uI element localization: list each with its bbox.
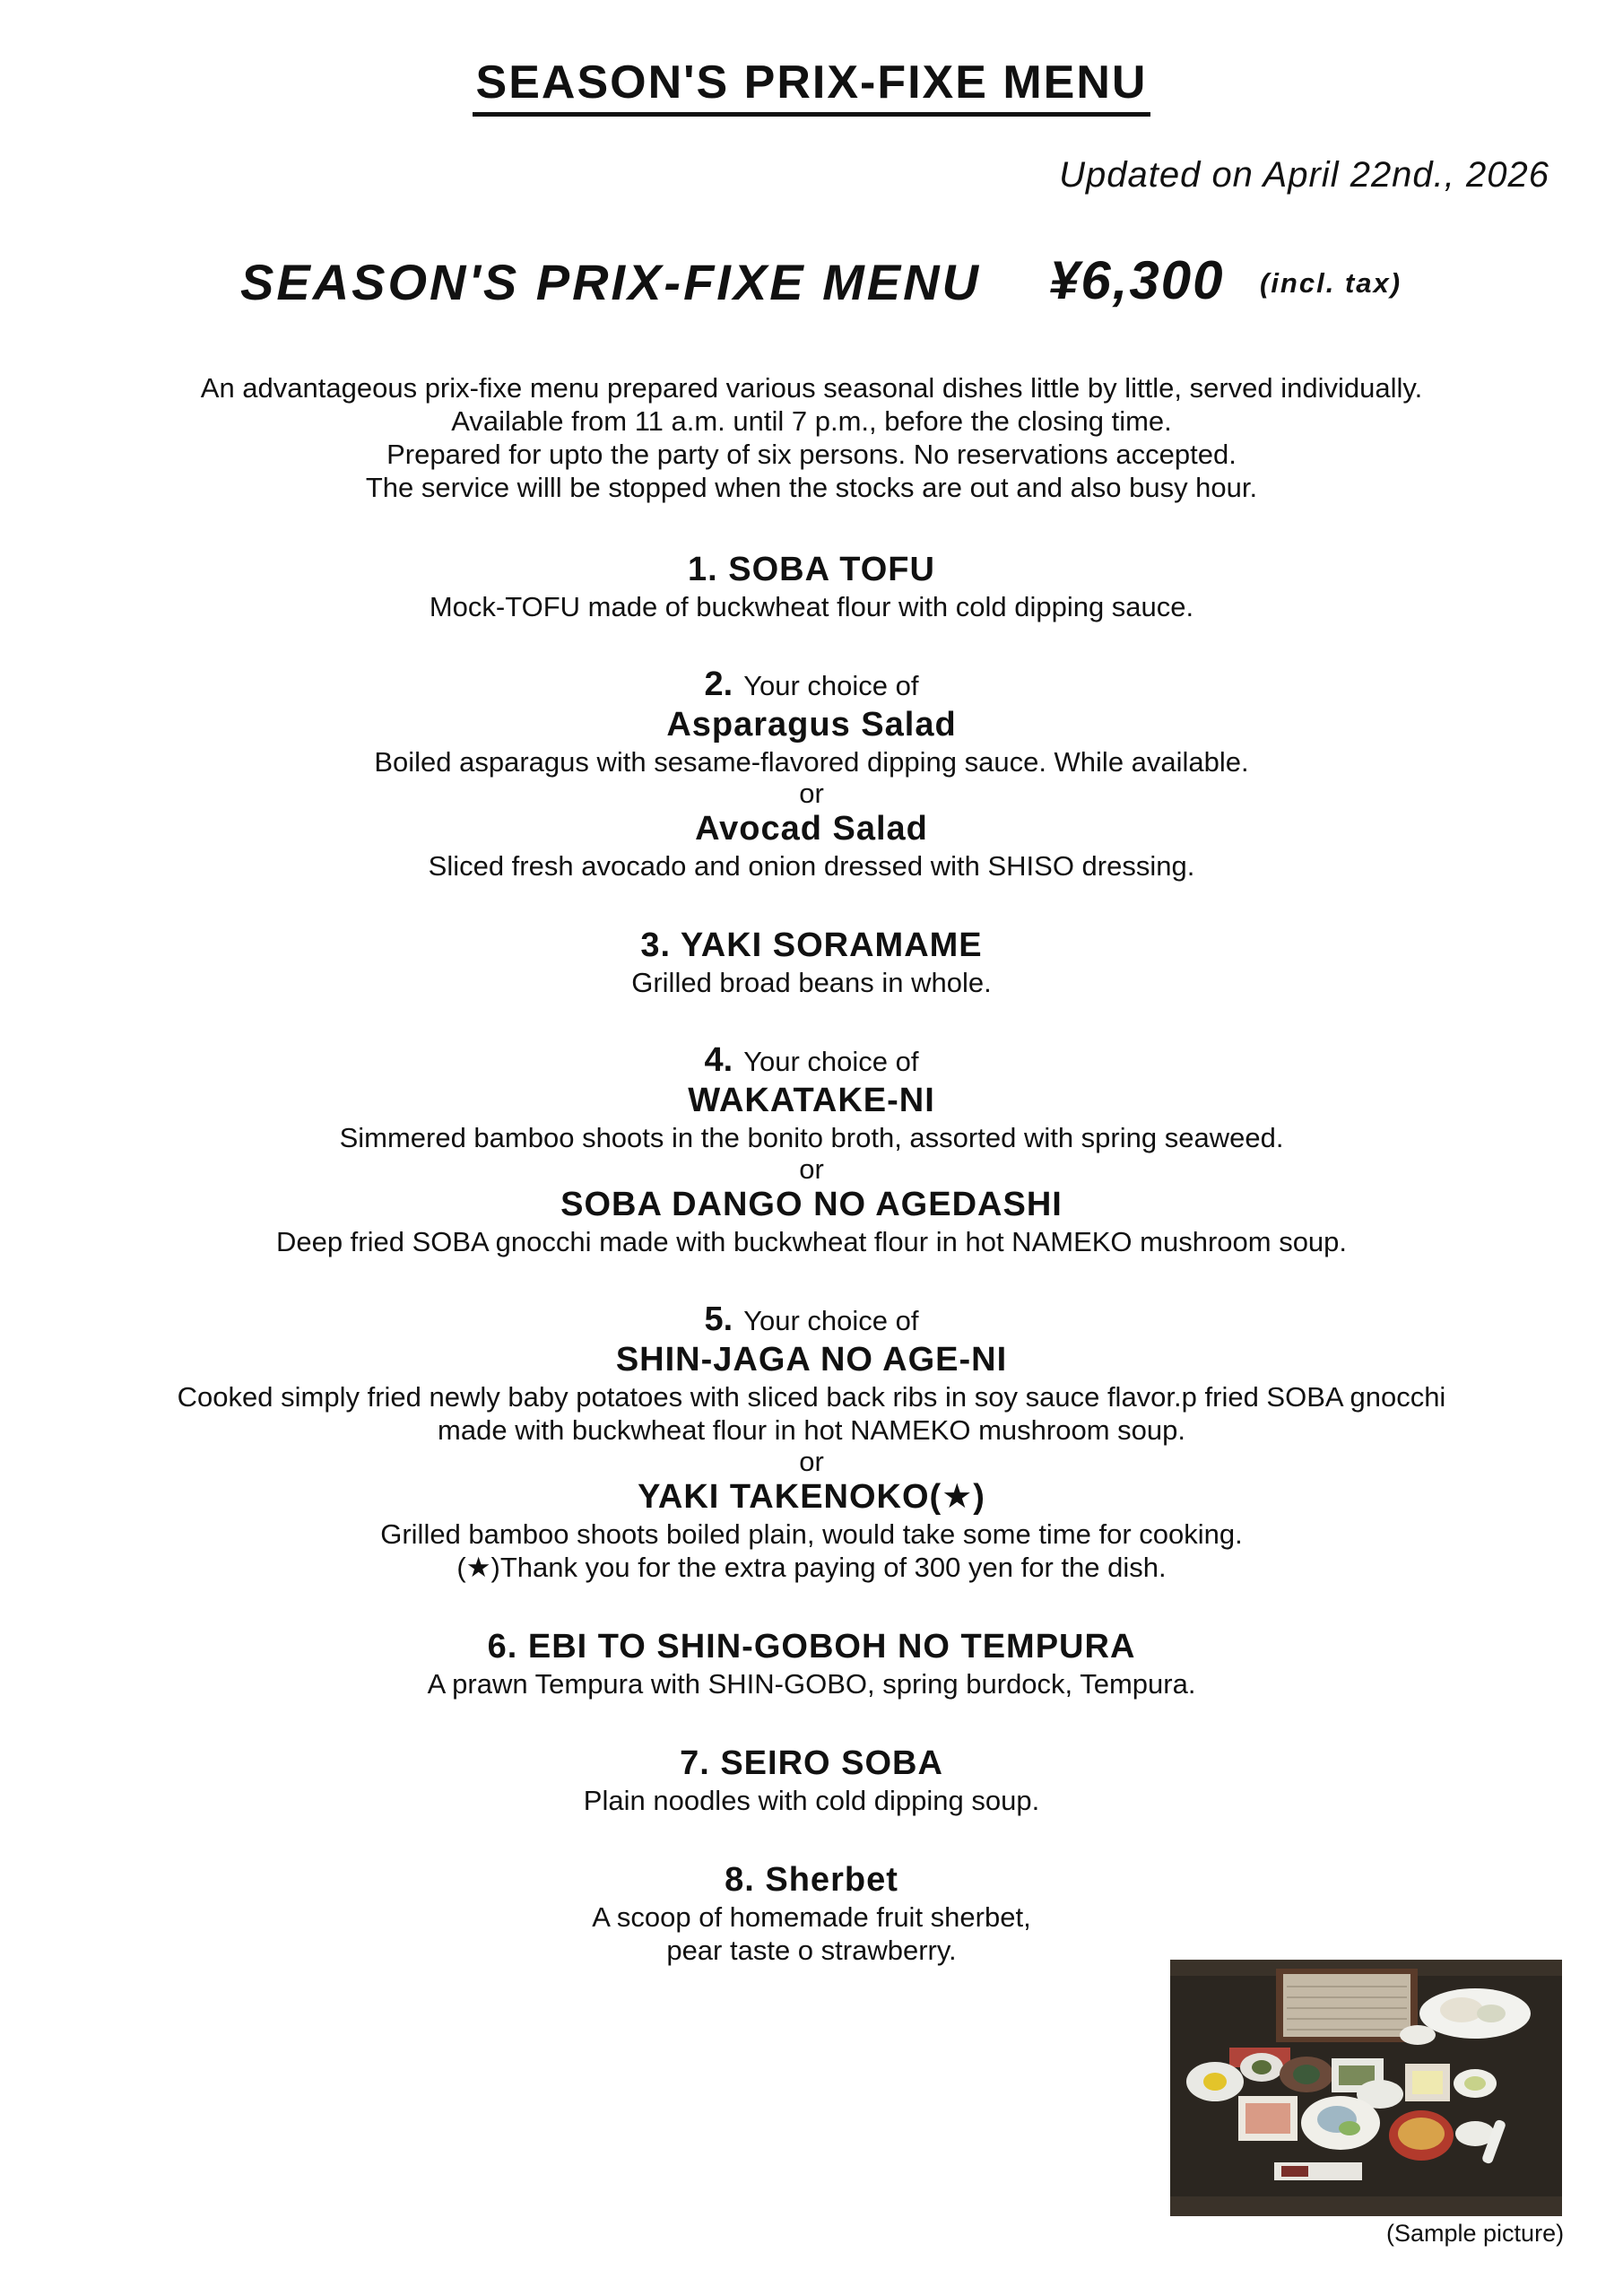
course-number: 4. [704,1041,733,1079]
course-choice-heading [0,1041,1623,1080]
or-separator: or [799,778,824,809]
course-8 [0,1859,1623,1967]
sample-meal-photo [1170,1960,1562,2216]
dish-description: Deep fried SOBA gnocchi made with buckwheat flour in hot NAMEKO mushroom soup. [275,1226,1348,1257]
intro-line: Available from 11 a.m. until 7 p.m., before the closing time. [451,405,1172,437]
choice-lead: Your choice of [743,670,919,701]
course-choice-heading [0,665,1623,704]
tax-note: (incl. tax) [1260,267,1402,299]
dish-description: Grilled bamboo shoots boiled plain, would take some time for cooking. [380,1518,1243,1550]
menu-headline [0,250,1623,325]
course-number: 5. [704,1300,733,1338]
course-number: 2. [704,665,733,703]
course-title: 3. YAKI SORAMAME [640,926,983,964]
course-description: A prawn Tempura with SHIN-GOBO, spring burdock, Tempura. [427,1668,1196,1700]
menu-price: ¥6,300 [1049,250,1225,310]
course-description: pear taste o strawberry. [666,1935,957,1966]
course-description: Mock-TOFU made of buckwheat flour with cold dipping sauce. [429,591,1194,622]
intro-line: An advantageous prix-fixe menu prepared various seasonal dishes little by little, served individually. [200,372,1423,404]
dish-description: made with buckwheat flour in hot NAMEKO mushroom soup. [438,1414,1185,1446]
course-description: Grilled broad beans in whole. [631,967,992,998]
menu-name: SEASON'S PRIX-FIXE MENU [240,254,981,310]
choice-lead: Your choice of [743,1046,919,1077]
course-2 [0,665,1623,883]
dish-name: YAKI TAKENOKO(★) [638,1478,985,1516]
course-description: A scoop of homemade fruit sherbet, [592,1901,1031,1933]
intro-line: Prepared for upto the party of six persons. No reservations accepted. [386,439,1237,470]
course-4 [0,1041,1623,1258]
course-choice-heading [0,1300,1623,1339]
course-3 [0,925,1623,999]
course-list [0,549,1623,2009]
course-title: 7. SEIRO SOBA [680,1744,943,1782]
dish-name: Asparagus Salad [666,706,957,744]
course-6 [0,1626,1623,1700]
surcharge-note: (★)Thank you for the extra paying of 300 yen for the dish. [456,1552,1167,1583]
dish-description: Cooked simply fried newly baby potatoes with sliced back ribs in soy sauce flavor.p fried SOBA gnocchi [177,1381,1446,1413]
course-title: 1. SOBA TOFU [688,551,935,588]
dish-name: WAKATAKE-NI [688,1082,935,1119]
course-5 [0,1300,1623,1584]
dish-description: Boiled asparagus with sesame-flavored dipping sauce. While available. [374,746,1249,778]
choice-lead: Your choice of [743,1305,919,1336]
menu-intro [0,371,1623,504]
photo-caption: (Sample picture) [1386,2220,1565,2247]
course-title: 6. EBI TO SHIN-GOBOH NO TEMPURA [487,1628,1136,1665]
course-1 [0,549,1623,623]
dish-description: Simmered bamboo shoots in the bonito broth, assorted with spring seaweed. [339,1122,1284,1153]
dish-description: Sliced fresh avocado and onion dressed with SHISO dressing. [428,850,1195,882]
dish-name: SOBA DANGO NO AGEDASHI [560,1186,1063,1223]
dish-name: SHIN-JAGA NO AGE-NI [615,1341,1008,1378]
or-separator: or [799,1153,824,1185]
course-description: Plain noodles with cold dipping soup. [583,1785,1040,1816]
intro-line: The service willl be stopped when the stocks are out and also busy hour. [365,472,1258,503]
updated-date: Updated on April 22nd., 2026 [1059,155,1549,195]
or-separator: or [799,1446,824,1477]
course-7 [0,1743,1623,1817]
dish-name: Avocad Salad [695,810,928,848]
course-title: 8. Sherbet [725,1861,898,1899]
page-title: SEASON'S PRIX-FIXE MENU [0,56,1623,109]
